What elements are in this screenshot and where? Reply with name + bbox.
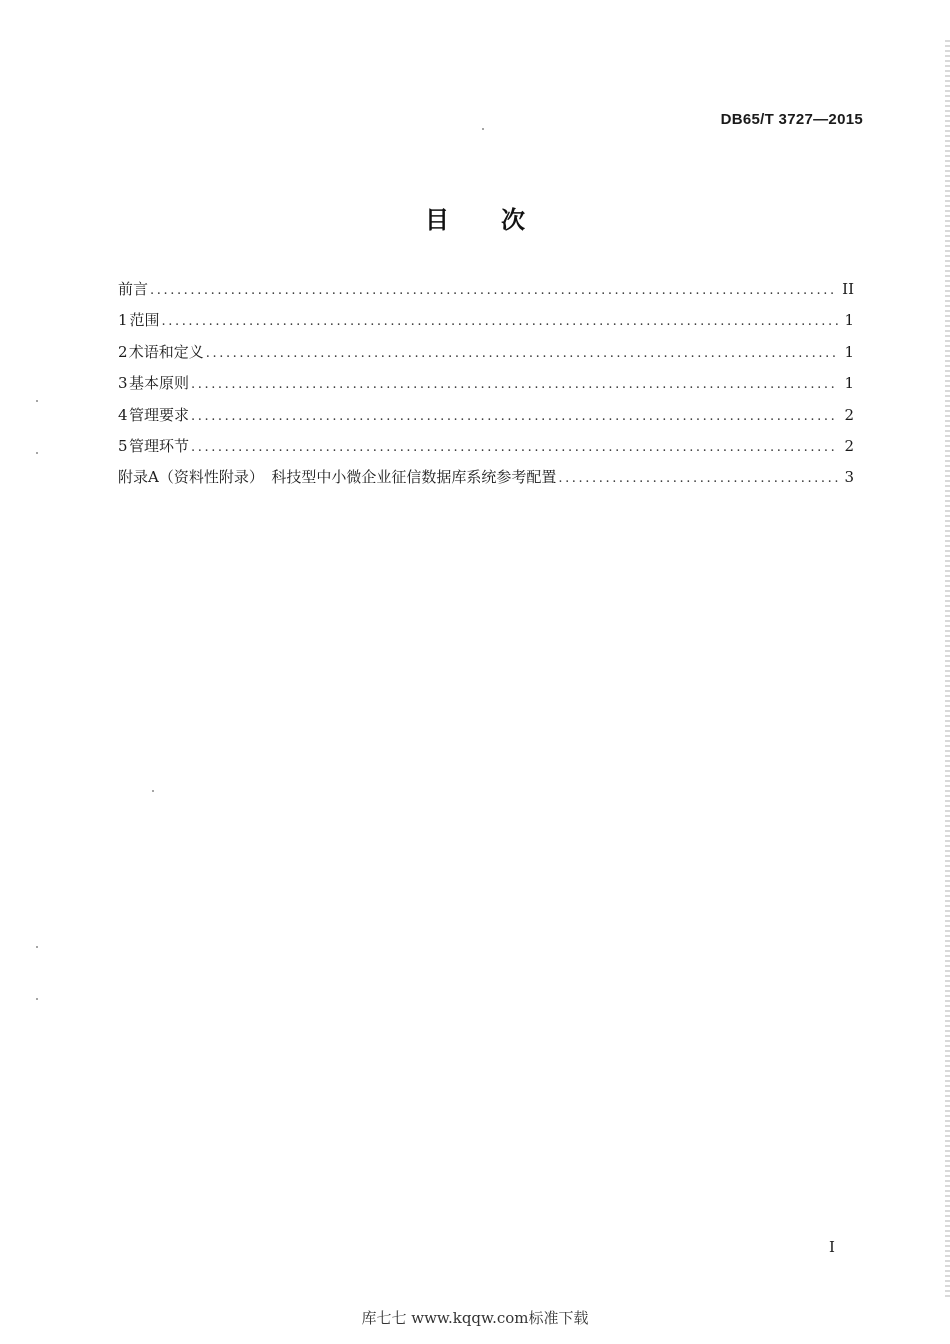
footer-watermark: 库七七 www.kqqw.com标准下载 [361, 1309, 589, 1327]
toc-entry-number: 1 [118, 311, 128, 330]
page-title: 目次 [425, 206, 577, 234]
toc-entry-number: 3 [118, 374, 128, 393]
scan-speck [152, 790, 154, 792]
scan-speck [482, 128, 484, 130]
toc-leader-dots [150, 283, 838, 298]
toc-entry-page: II [842, 280, 854, 298]
toc-entry-number: 2 [118, 342, 128, 361]
toc-entry-label: 前言 [118, 280, 149, 298]
toc-entry-terms[interactable] [118, 341, 854, 372]
scan-speck [36, 400, 38, 402]
toc-leader-dots [558, 471, 838, 486]
toc-entry-foreword[interactable] [118, 278, 854, 309]
scan-speck [36, 998, 38, 1000]
toc-entry-page: 2 [844, 405, 854, 424]
toc-entry-page: 1 [844, 374, 854, 393]
toc-entry-page: 1 [844, 342, 854, 361]
toc-leader-dots [162, 314, 839, 329]
toc-entry-requirements[interactable] [118, 404, 854, 435]
toc-entry-principles[interactable] [118, 372, 854, 403]
table-of-contents [118, 278, 854, 498]
toc-entry-process[interactable] [118, 435, 854, 466]
toc-leader-dots [191, 440, 838, 455]
toc-entry-appendix-a[interactable] [118, 466, 854, 497]
toc-entry-label: 术语和定义 [128, 342, 204, 361]
toc-entry-scope[interactable] [118, 309, 854, 340]
toc-entry-page: 2 [844, 436, 854, 455]
toc-entry-label: 附录A（资料性附录） 科技型中小微企业征信数据库系统参考配置 [118, 468, 557, 487]
scan-speck [36, 946, 38, 948]
toc-entry-page: 1 [844, 311, 854, 330]
toc-entry-number: 5 [118, 436, 128, 455]
toc-entry-number: 4 [118, 405, 128, 424]
toc-entry-label: 管理要求 [128, 405, 189, 424]
standard-code: DB65/T 3727—2015 [720, 111, 863, 128]
toc-entry-label: 范围 [129, 311, 160, 330]
scan-speck [36, 452, 38, 454]
toc-leader-dots [191, 377, 838, 392]
toc-leader-dots [206, 346, 838, 361]
toc-entry-page: 3 [844, 468, 854, 487]
toc-leader-dots [191, 409, 838, 424]
toc-entry-label: 基本原则 [128, 374, 189, 393]
toc-entry-label: 管理环节 [128, 436, 189, 455]
page-number: I [829, 1238, 835, 1256]
